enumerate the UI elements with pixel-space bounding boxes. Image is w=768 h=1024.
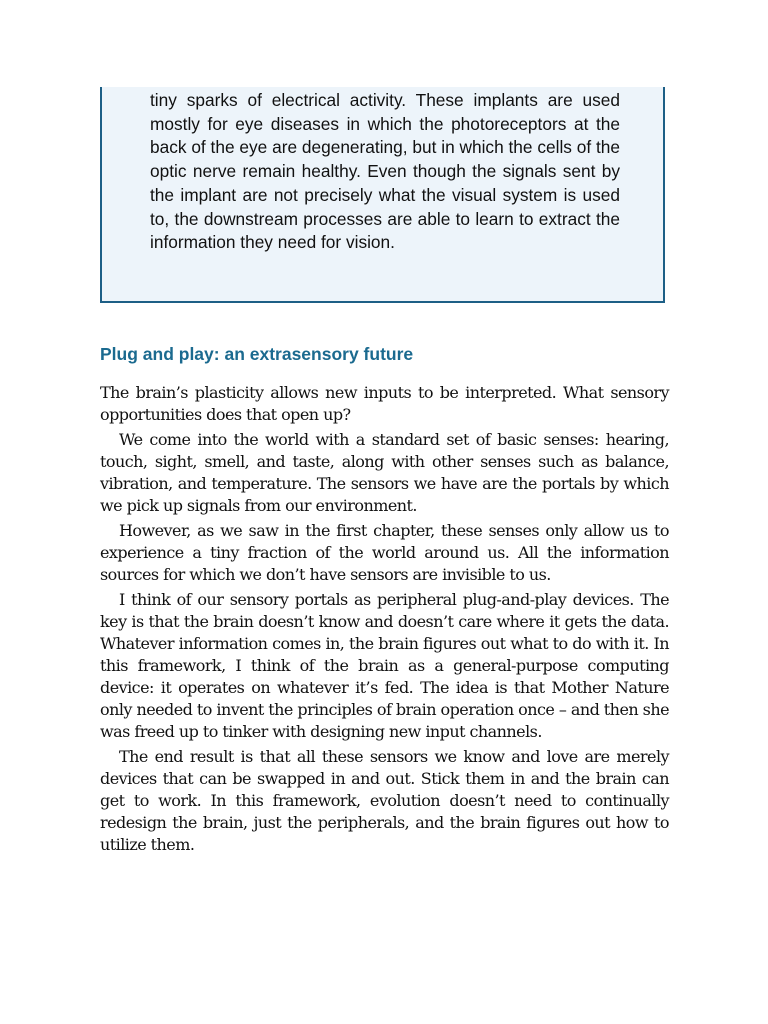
paragraph: We come into the world with a standard set of basic senses: hearing, touch, sight, smell, and taste, along with other senses such as balance, vibration, and temperature. The sensors we have are the portals by which we pick up signals from our environment. [100,430,669,515]
paragraph: The brain’s plasticity allows new inputs to be interpreted. What sensory opportunities does that open up? [100,383,669,424]
sidebar-box [100,87,665,303]
paragraph: I think of our sensory portals as peripheral plug-and-play devices. The key is that the brain doesn’t know and doesn’t care where it gets the data. Whatever information comes in, the brain figures out what to do with it. In this framework, I think of the brain as a general-purpose computing device: it operates on whatever it’s fed. The idea is that Mother Nature only needed to invent the principles of brain operation once – and then she was freed up to tinker with designing new input channels. [100,590,669,741]
paragraph: However, as we saw in the first chapter, these senses only allow us to experience a tiny fraction of the world around us. All the information sources for which we don’t have sensors are invisible to us. [100,521,669,584]
body-text [100,382,669,859]
section-heading: Plug and play: an extrasensory future [100,344,414,364]
sidebar-text: tiny sparks of electrical activity. These implants are used mostly for eye diseases in which the photoreceptors at the back of the eye are degenerating, but in which the cells of the optic nerve remain healthy. Even though the signals sent by the implant are not precisely what the visual system is used to, the downstream processes are able to learn to extract the information they need for vision. [150,90,620,253]
paragraph: The end result is that all these sensors we know and love are merely devices that can be swapped in and out. Stick them in and the brain can get to work. In this framework, evolution doesn’t need to continually redesign the brain, just the peripherals, and the brain figures out how to utilize them. [100,747,669,854]
